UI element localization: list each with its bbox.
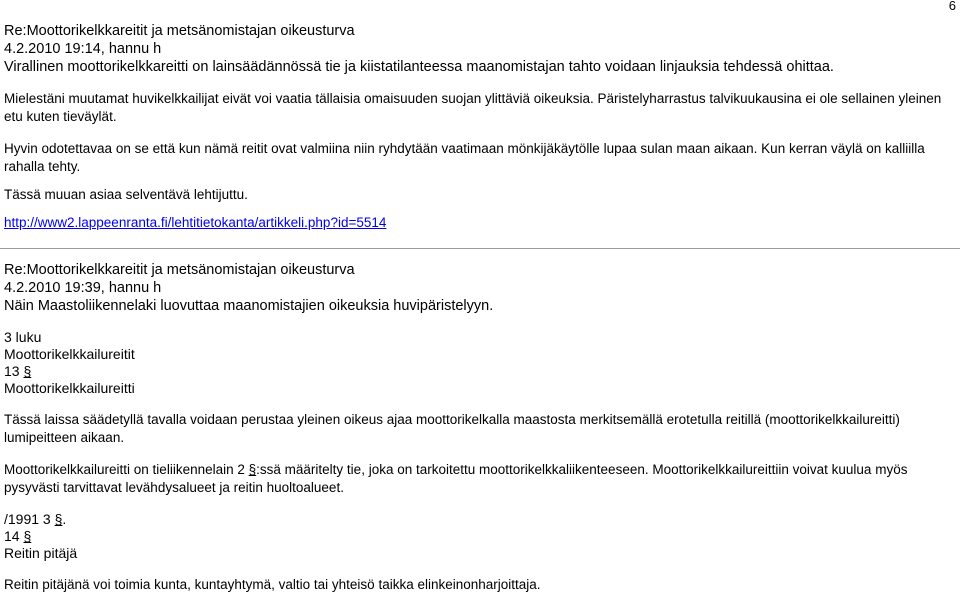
post-first-line: Näin Maastoliikennelaki luovuttaa maanomistajien oikeuksia huvipäristelyyn. xyxy=(4,298,494,314)
article-link[interactable]: http://www2.lappeenranta.fi/lehtitietokanta/artikkeli.php?id=5514 xyxy=(4,215,387,230)
post-paragraph: Reitin pitäjänä voi toimia kunta, kuntayhtymä, valtio tai yhteisö taikka elinkeinonharjoittaja. xyxy=(4,577,541,592)
law-section-title: Reitin pitäjä xyxy=(4,545,78,561)
law-chapter-heading: Moottorikelkkailureitit xyxy=(4,346,135,362)
document-body xyxy=(4,22,956,594)
paragraph-text: :ssä määritelty tie, joka on tarkoitettu moottorikelkkaliikenteeseen. Moottorikelkkailureittiin voivat kuulua myös pysyvästi tarvittavat levähdysalueet ja reitin huoltoalueet. xyxy=(4,462,908,495)
post-title: Re:Moottorikelkkareitit ja metsänomistajan oikeusturva xyxy=(4,262,355,278)
post-1 xyxy=(4,22,956,232)
post-paragraph: Tässä laissa säädetyllä tavalla voidaan perustaa yleinen oikeus ajaa moottorikelkalla maastosta merkitsemällä erotetulla reitillä (moottorikelkkailureitti) lumipeitteen aikaan. xyxy=(4,412,900,445)
post-meta: 4.2.2010 19:14, hannu h xyxy=(4,41,162,57)
section-mark: § xyxy=(23,528,32,544)
law-chapter: 3 luku xyxy=(4,329,42,345)
page-number: 6 xyxy=(948,0,956,13)
post-paragraph: Tässä muuan asiaa selventävä lehtijuttu. xyxy=(4,187,248,202)
reference-text: /1991 3 xyxy=(4,511,51,527)
section-mark: § xyxy=(248,462,257,477)
section-number: 14 xyxy=(4,528,20,544)
reference-end: . xyxy=(62,511,67,527)
post-title: Re:Moottorikelkkareitit ja metsänomistajan oikeusturva xyxy=(4,23,355,39)
post-meta: 4.2.2010 19:39, hannu h xyxy=(4,280,162,296)
law-section-title: Moottorikelkkailureitti xyxy=(4,380,135,396)
paragraph-text: Moottorikelkkailureitti on tieliikennelain 2 xyxy=(4,462,245,477)
post-2 xyxy=(4,261,956,594)
law-reference xyxy=(4,511,956,528)
section-mark: § xyxy=(54,511,63,527)
law-section-13 xyxy=(4,363,956,380)
post-paragraph: Mielestäni muutamat huvikelkkailijat eivät voi vaatia tällaisia omaisuuden suojan ylittäviä oikeuksia. Päristelyharrastus talvikuukausina ei ole sellainen yleinen etu kuten tieväylät. xyxy=(4,91,942,124)
post-paragraph xyxy=(4,461,956,497)
section-mark: § xyxy=(23,363,32,379)
law-section-14 xyxy=(4,528,956,545)
post-paragraph: Hyvin odotettavaa on se että kun nämä reitit ovat valmiina niin ryhdytään vaatimaan mönkijäkäytölle lupaa sulan maan aikaan. Kun kerran väylä on kalliilla rahalla tehty. xyxy=(4,141,925,174)
section-number: 13 xyxy=(4,363,20,379)
post-first-line: Virallinen moottorikelkkareitti on lainsäädännössä tie ja kiistatilanteessa maanomistajan tahto voidaan linjauksia tehdessä ohittaa. xyxy=(4,59,834,75)
